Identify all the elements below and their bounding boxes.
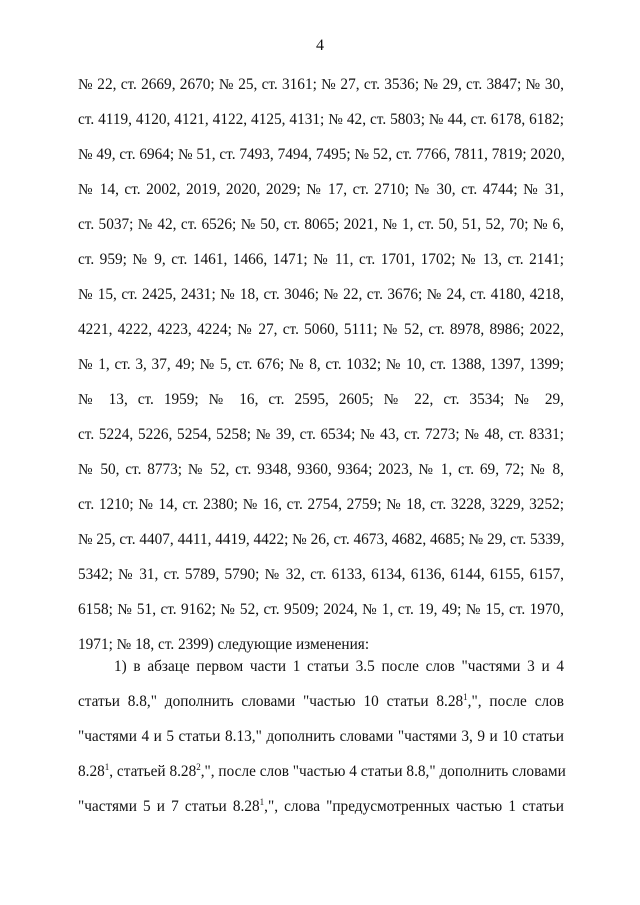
superscript: 1 bbox=[259, 797, 265, 807]
references-paragraph bbox=[78, 67, 564, 662]
text-run: 8.28 bbox=[78, 763, 105, 780]
text-line: № 13, ст. 1959; № 16, ст. 2595, 2605; № 22, ст. 3534; № 29, bbox=[78, 391, 564, 408]
text-line: № 1, ст. 3, 37, 49; № 5, ст. 676; № 8, ст. 1032; № 10, ст. 1388, 1397, 1399; bbox=[78, 356, 564, 373]
text-line: 4221, 4222, 4223, 4224; № 27, ст. 5060, 5111; № 52, ст. 8978, 8986; 2022, bbox=[78, 321, 564, 338]
page-number: 4 bbox=[316, 37, 324, 54]
superscript: 2 bbox=[196, 762, 201, 772]
text-line bbox=[78, 754, 564, 789]
text-line: № 49, ст. 6964; № 51, ст. 7493, 7494, 7495; № 52, ст. 7766, 7811, 7819; 2020, bbox=[78, 146, 565, 163]
text-line: № 25, ст. 4407, 4411, 4419, 4422; № 26, ст. 4673, 4682, 4685; № 29, ст. 5339, bbox=[78, 531, 565, 548]
text-run: , статьей 8.28 bbox=[109, 763, 197, 780]
text-line: № 50, ст. 8773; № 52, ст. 9348, 9360, 9364; 2023, № 1, ст. 69, 72; № 8, bbox=[78, 461, 564, 478]
text-run: ,", после слов bbox=[467, 693, 565, 710]
text-line: 1971; № 18, ст. 2399) следующие изменения: bbox=[78, 636, 370, 653]
text-line: ст. 1210; № 14, ст. 2380; № 16, ст. 2754, 2759; № 18, ст. 3228, 3229, 3252; bbox=[78, 496, 564, 513]
text-run: ,", слова "предусмотренных частью 1 статьи bbox=[264, 798, 564, 815]
text-line: ст. 5224, 5226, 5254, 5258; № 39, ст. 6534; № 43, ст. 7273; № 48, ст. 8331; bbox=[78, 426, 564, 443]
text-line bbox=[78, 684, 564, 719]
amendment-paragraph bbox=[78, 649, 564, 824]
text-line: 5342; № 31, ст. 5789, 5790; № 32, ст. 6133, 6134, 6136, 6144, 6155, 6157, bbox=[78, 566, 564, 583]
text-run: статьи 8.8," дополнить словами "частью 10 статьи 8.28 bbox=[78, 693, 464, 710]
text-line: ст. 5037; № 42, ст. 6526; № 50, ст. 8065; 2021, № 1, ст. 50, 51, 52, 70; № 6, bbox=[78, 216, 564, 233]
text-line: ст. 4119, 4120, 4121, 4122, 4125, 4131; № 42, ст. 5803; № 44, ст. 6178, 6182; bbox=[78, 111, 564, 128]
text-run: "частями 5 и 7 статьи 8.28 bbox=[78, 798, 260, 815]
text-line: № 14, ст. 2002, 2019, 2020, 2029; № 17, ст. 2710; № 30, ст. 4744; № 31, bbox=[78, 181, 564, 198]
text-line: 6158; № 51, ст. 9162; № 52, ст. 9509; 2024, № 1, ст. 19, 49; № 15, ст. 1970, bbox=[78, 601, 564, 618]
text-line bbox=[78, 789, 564, 824]
superscript: 1 bbox=[463, 692, 468, 702]
text-run: ,", после слов "частью 4 статьи 8.8," дополнить словами bbox=[200, 763, 566, 780]
text-line: ст. 959; № 9, ст. 1461, 1466, 1471; № 11, ст. 1701, 1702; № 13, ст. 2141; bbox=[78, 251, 564, 268]
text-line: № 22, ст. 2669, 2670; № 25, ст. 3161; № 27, ст. 3536; № 29, ст. 3847; № 30, bbox=[78, 76, 564, 93]
text-line: "частями 4 и 5 статьи 8.13," дополнить словами "частями 3, 9 и 10 статьи bbox=[78, 728, 564, 745]
superscript: 1 bbox=[104, 762, 110, 772]
text-line: № 15, ст. 2425, 2431; № 18, ст. 3046; № 22, ст. 3676; № 24, ст. 4180, 4218, bbox=[78, 286, 564, 303]
text-line: 1) в абзаце первом части 1 статьи 3.5 после слов "частями 3 и 4 bbox=[114, 658, 564, 675]
